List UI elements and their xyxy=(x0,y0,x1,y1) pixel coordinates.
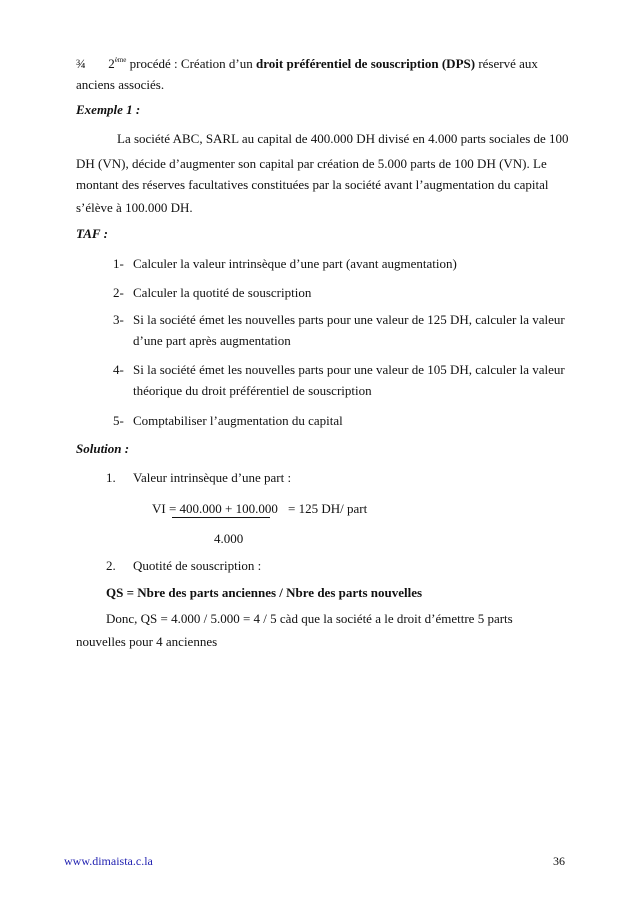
conclusion-line-1: Donc, QS = 4.000 / 5.000 = 4 / 5 càd que la société a le droit d’émettre 5 parts xyxy=(106,611,513,626)
heading-line2: anciens associés. xyxy=(76,77,165,92)
taf-item-3-cont: d’une part après augmentation xyxy=(133,333,291,348)
taf-item-4 xyxy=(113,362,565,378)
taf-item-number: 2- xyxy=(113,285,124,300)
bullet-marker: ¾ xyxy=(76,56,86,71)
taf-item-5 xyxy=(113,413,343,429)
taf-item-1 xyxy=(113,256,457,272)
solution-title: Solution : xyxy=(76,441,130,456)
taf-item-2 xyxy=(113,285,312,301)
taf-item-number: 5- xyxy=(113,413,124,428)
taf-item-text: Calculer la valeur intrinsèque d’une part (avant augmentation) xyxy=(133,256,457,271)
solution-step-1-label: Valeur intrinsèque d’une part : xyxy=(133,470,292,485)
fraction-bar xyxy=(172,517,270,518)
taf-item-number: 4- xyxy=(113,362,124,377)
taf-item-4-cont: théorique du droit préférentiel de souscription xyxy=(133,383,372,398)
taf-item-number: 3- xyxy=(113,312,124,327)
heading-number: 2 xyxy=(108,56,115,71)
heading-sup: ème xyxy=(114,56,127,64)
solution-step-2-label: Quotité de souscription : xyxy=(133,558,262,573)
footer-url-link[interactable]: www.dimaista.c.la xyxy=(64,854,153,868)
paragraph-line-3: montant des réserves facultatives constituées par la société avant l’augmentation du capital xyxy=(76,177,549,192)
taf-item-text: Si la société émet les nouvelles parts pour une valeur de 125 DH, calculer la valeur xyxy=(133,312,565,327)
taf-item-text: Si la société émet les nouvelles parts pour une valeur de 105 DH, calculer la valeur xyxy=(133,362,565,377)
paragraph-line-2: DH (VN), décide d’augmenter son capital par création de 5.000 parts de 100 DH (VN). Le xyxy=(76,156,547,171)
solution-step-1-number: 1. xyxy=(106,470,116,485)
conclusion-line-2: nouvelles pour 4 anciennes xyxy=(76,634,218,649)
paragraph-line-1: La société ABC, SARL au capital de 400.000 DH divisé en 4.000 parts sociales de 100 xyxy=(117,131,569,146)
formula-numerator: VI = 400.000 + 100.000 xyxy=(152,501,278,516)
solution-step-2-number: 2. xyxy=(106,558,116,573)
page-number: 36 xyxy=(553,854,565,868)
taf-item-number: 1- xyxy=(113,256,124,271)
taf-title: TAF : xyxy=(76,226,108,241)
taf-item-3 xyxy=(113,312,565,328)
taf-item-text: Calculer la quotité de souscription xyxy=(133,285,312,300)
taf-item-text: Comptabiliser l’augmentation du capital xyxy=(133,413,343,428)
formula-denominator: 4.000 xyxy=(214,531,244,546)
exemple-title: Exemple 1 : xyxy=(76,102,141,117)
formula-result: = 125 DH/ part xyxy=(288,501,368,516)
heading-bold: droit préférentiel de souscription (DPS) xyxy=(256,56,476,71)
heading-text: procédé : Création d’un xyxy=(129,56,253,71)
heading-line xyxy=(76,52,538,72)
qs-formula: QS = Nbre des parts anciennes / Nbre des parts nouvelles xyxy=(106,585,423,600)
paragraph-line-4: s’élève à 100.000 DH. xyxy=(76,200,193,215)
heading-text-end: réservé aux xyxy=(478,56,538,71)
